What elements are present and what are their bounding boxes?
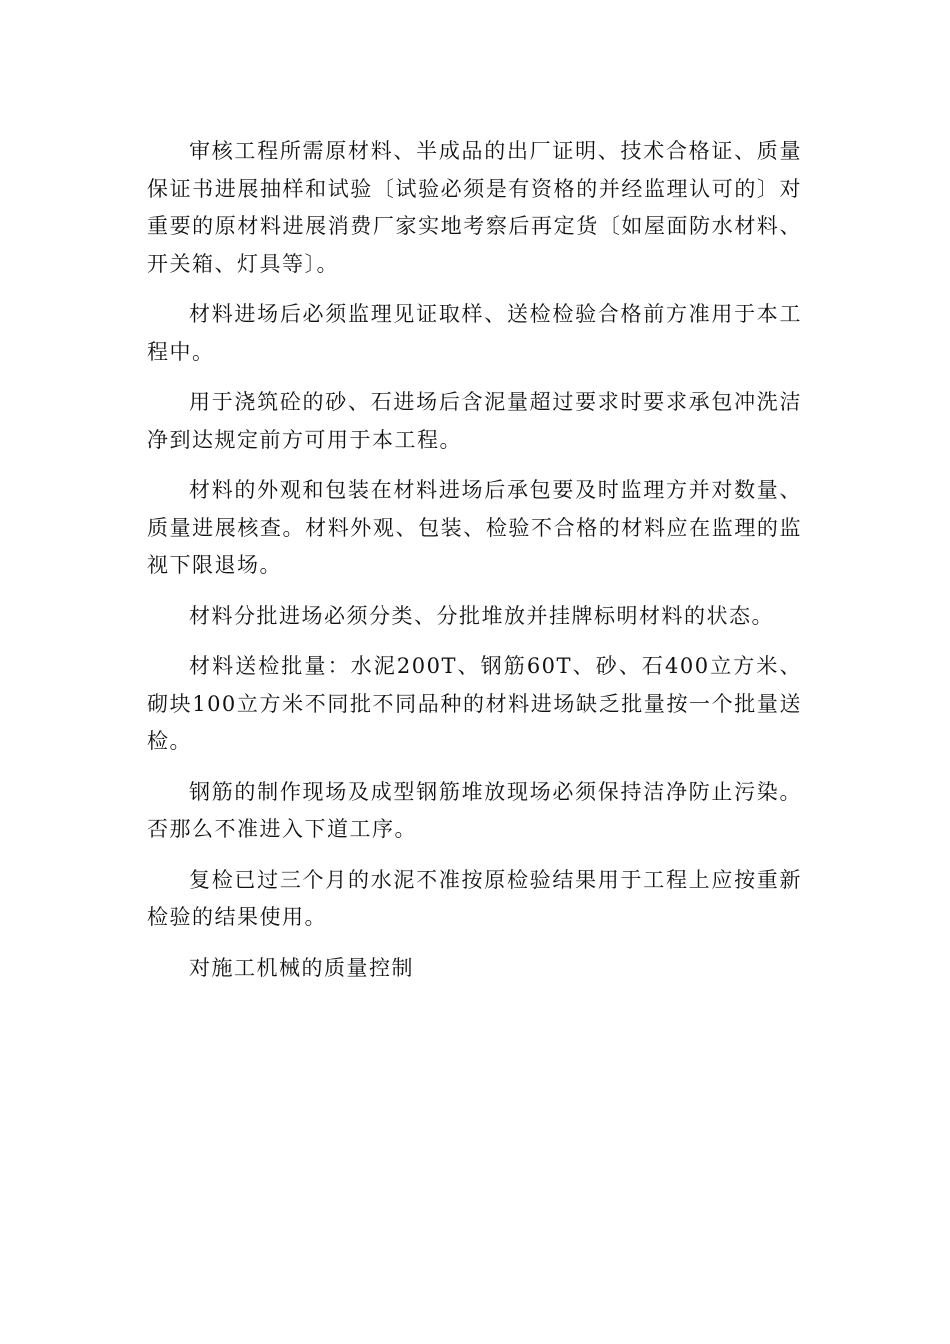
section-heading-machinery-quality: 对施工机械的质量控制 (189, 955, 414, 980)
document-body (147, 133, 802, 1000)
paragraph-batch-stacking: 材料分批进场必须分类、分批堆放并挂牌标明材料的状态。 (189, 603, 774, 628)
paragraph-appearance-packaging: 材料的外观和包装在材料进场后承包要及时监理方并对数量、质量进展核查。材料外观、包装、检验不合格的材料应在监理的监视下限退场。 (147, 478, 802, 577)
paragraph-cement-recheck: 复检已过三个月的水泥不准按原检验结果用于工程上应按重新检验的结果使用。 (147, 867, 802, 929)
paragraph-rebar-site: 钢筋的制作现场及成型钢筋堆放现场必须保持洁净防止污染。否那么不准进入下道工序。 (147, 779, 802, 841)
paragraph-raw-material-review: 审核工程所需原材料、半成品的出厂证明、技术合格证、质量保证书进展抽样和试验〔试验必须是有资格的并经监理认可的〕对重要的原材料进展消费厂家实地考察后再定货〔如屋面防水材料、开关箱、灯具等〕。 (147, 139, 802, 276)
paragraph-witness-sampling: 材料进场后必须监理见证取样、送检检验合格前方准用于本工程中。 (147, 302, 802, 364)
paragraph-sand-stone-washing: 用于浇筑砼的砂、石进场后含泥量超过要求时要求承包冲洗洁净到达规定前方可用于本工程。 (147, 390, 802, 452)
paragraph-inspection-batch: 材料送检批量：水泥200T、钢筋60T、砂、石400立方米、砌块100立方米不同批不同品种的材料进场缺乏批量按一个批量送检。 (147, 654, 802, 753)
